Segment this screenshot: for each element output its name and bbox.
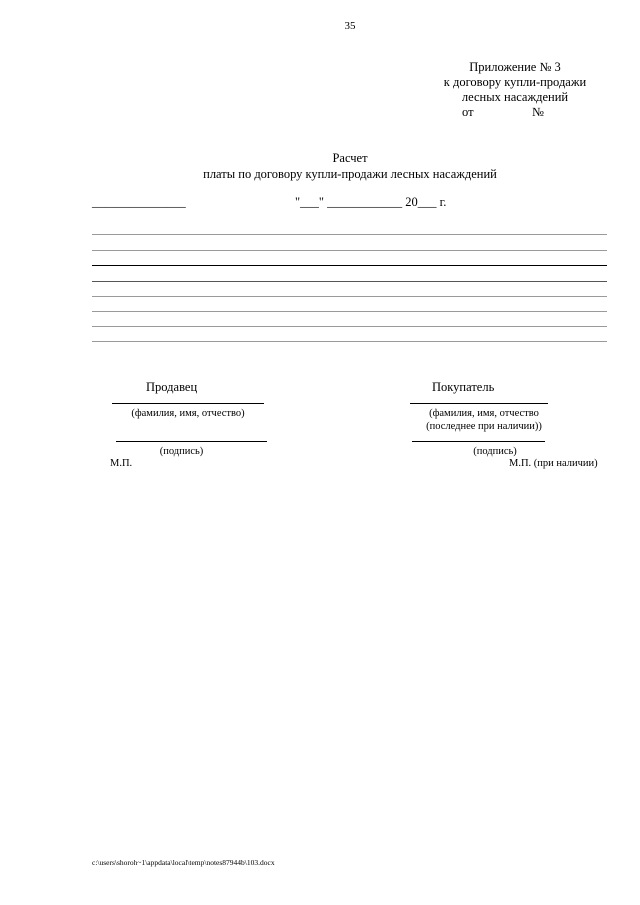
document-title [0,150,640,182]
seller-signature-line [116,441,267,442]
calc-line [92,296,607,297]
appendix-header [400,60,630,120]
calc-line [92,341,607,342]
buyer-name-caption-line-2: (последнее при наличии)) [426,421,542,432]
buyer-stamp-label: М.П. (при наличии) [509,458,598,469]
title-line-1: Расчет [332,151,368,165]
seller-stamp-label: М.П. [110,458,133,469]
appendix-number-label: № [532,105,544,119]
date-field [295,195,446,210]
appendix-line-1: Приложение № 3 [469,60,561,74]
buyer-name-caption-line-1: (фамилия, имя, отчество [429,408,539,419]
appendix-ot-label: от [462,105,474,119]
date-day-blank: ___ [300,195,319,209]
seller-title: Продавец [146,380,198,394]
calc-line [92,326,607,327]
buyer-signature-line [412,441,545,442]
appendix-date-number-row [400,105,630,120]
seller-name-caption: (фамилия, имя, отчество) [131,408,245,419]
page-number: 35 [344,20,356,32]
title-line-2: платы по договору купли-продажи лесных насаждений [203,167,497,181]
date-quote-close: " [318,195,324,209]
seller-name-line [112,403,264,404]
date-month-blank: ____________ [327,195,403,209]
calc-line [92,311,607,312]
date-year-blank: ___ [417,195,437,209]
calc-line [92,265,607,266]
calc-line [92,234,607,235]
calc-line [92,281,607,282]
date-year-prefix: 20 [405,195,418,209]
date-quote-open: " [295,195,301,209]
seller-signature-caption: (подпись) [159,446,204,457]
calc-line [92,250,607,251]
appendix-line-3: лесных насаждений [461,90,569,104]
date-year-suffix: г. [439,195,447,209]
buyer-signature-caption: (подпись) [473,446,517,457]
footer-file-path: c:\users\shoroh~1\appdata\local\temp\notes87944b\103.docx [92,858,275,867]
place-blank: _______________ [92,195,186,209]
appendix-line-2: к договору купли-продажи [443,75,587,89]
buyer-name-caption [400,407,568,433]
buyer-title: Покупатель [432,380,495,394]
buyer-name-line [410,403,548,404]
